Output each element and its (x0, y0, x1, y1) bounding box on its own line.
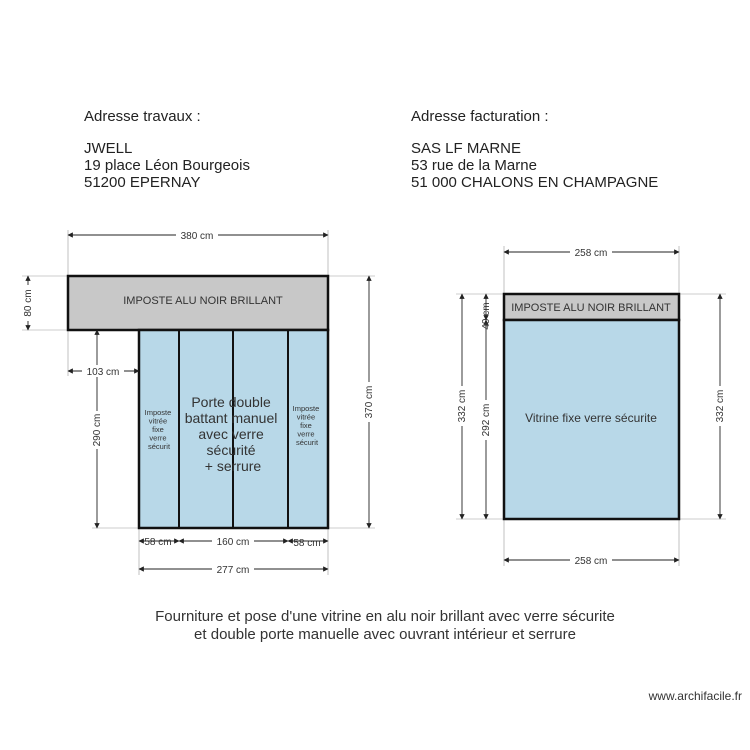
dim-top-width: 380 cm (180, 231, 214, 242)
dim-total-height: 370 cm (364, 385, 375, 419)
left-plan (22, 229, 375, 576)
address-travaux-name: JWELL (84, 140, 133, 157)
right-plan (456, 246, 726, 567)
dim-bottom-width: 277 cm (216, 565, 250, 576)
description (0, 608, 750, 644)
address-facturation-name: SAS LF MARNE (411, 140, 522, 157)
address-travaux-street: 19 place Léon Bourgeois (84, 157, 250, 174)
right-imposte-label: IMPOSTE ALU NOIR BRILLANT (511, 302, 671, 314)
dim-offset: 103 cm (86, 367, 120, 378)
dim-side-left: 58 cm (144, 537, 172, 548)
dim-right-top-width: 258 cm (574, 248, 608, 259)
left-imposte-label: IMPOSTE ALU NOIR BRILLANT (123, 295, 283, 307)
right-vitrine-label: Vitrine fixe verre sécurite (525, 411, 657, 425)
dim-right-imposte-height: 40 cm (481, 302, 492, 330)
address-travaux-city: 51200 EPERNAY (84, 174, 201, 191)
dim-side-right: 58 cm (293, 538, 321, 549)
right-side-panel-label: Imposte vitrée fixe verre sécurit (292, 404, 320, 447)
address-facturation-city: 51 000 CHALONS EN CHAMPAGNE (411, 174, 659, 191)
dim-lower-height: 290 cm (92, 413, 103, 447)
description-line-2: et double porte manuelle avec ouvrant intérieur et serrure (194, 626, 576, 643)
address-facturation-street: 53 rue de la Marne (411, 157, 537, 174)
dim-imposte-height: 80 cm (23, 289, 34, 317)
dim-right-lower-height: 292 cm (481, 403, 492, 437)
credit-link[interactable]: www.archifacile.fr (648, 689, 742, 703)
dim-door-width: 160 cm (216, 537, 250, 548)
dim-right-total-right: 332 cm (715, 389, 726, 423)
description-line-1: Fourniture et pose d'une vitrine en alu noir brillant avec verre sécurite (155, 608, 615, 625)
dim-right-bottom-width: 258 cm (574, 556, 608, 567)
address-facturation-heading: Adresse facturation : (411, 108, 549, 125)
address-travaux-heading: Adresse travaux : (84, 108, 201, 125)
dim-right-total-left: 332 cm (457, 389, 468, 423)
left-side-panel-label: Imposte vitrée fixe verre sécurit (144, 408, 172, 451)
door-label: Porte double battant manuel avec verre sécurité + serrure (184, 394, 278, 474)
